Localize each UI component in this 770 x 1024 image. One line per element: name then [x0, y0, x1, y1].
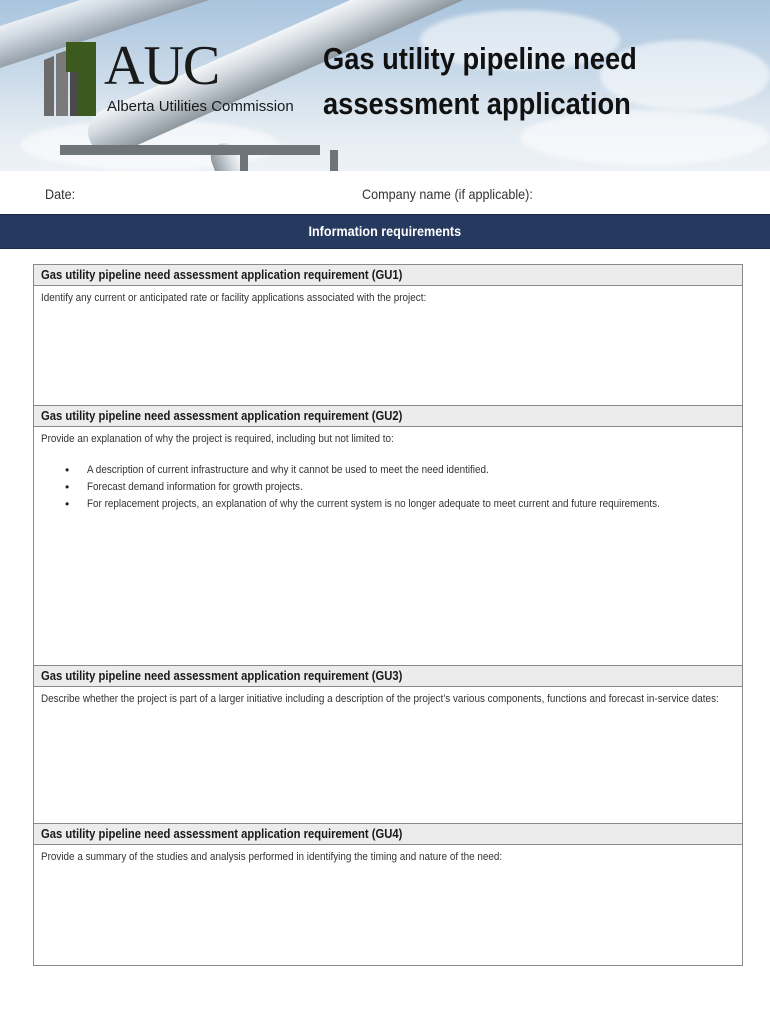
list-item	[65, 479, 735, 496]
requirement-heading-text: Gas utility pipeline need assessment application requirement (GU4)	[41, 827, 403, 841]
requirement-heading-text: Gas utility pipeline need assessment application requirement (GU3)	[41, 669, 403, 683]
list-item-text: For replacement projects, an explanation of why the current system is no longer adequate to meet current and future requirements.	[87, 498, 660, 510]
requirement-heading	[34, 824, 742, 845]
pipe-support	[60, 145, 320, 155]
auc-logo	[44, 35, 294, 122]
logo-full-name: Alberta Utilities Commission	[107, 98, 294, 115]
auc-logo-mark-icon	[44, 42, 96, 116]
section-heading-bar	[0, 214, 770, 249]
requirement-heading	[34, 265, 742, 286]
list-item-text: A description of current infrastructure and why it cannot be used to meet the need identified.	[87, 464, 489, 476]
pipe-support	[330, 150, 338, 171]
requirement-gu4	[34, 823, 742, 965]
requirement-description: Identify any current or anticipated rate or facility applications associated with the project:	[41, 292, 427, 304]
requirement-gu2	[34, 405, 742, 665]
header-banner	[0, 0, 770, 171]
requirement-response-area[interactable]	[34, 687, 742, 708]
date-label[interactable]: Date:	[45, 186, 76, 202]
requirement-heading	[34, 406, 742, 427]
company-name-label[interactable]: Company name (if applicable):	[362, 186, 533, 202]
document-title-line1: Gas utility pipeline need	[323, 41, 637, 76]
requirement-heading-text: Gas utility pipeline need assessment application requirement (GU1)	[41, 268, 403, 282]
requirement-gu1	[34, 265, 742, 405]
requirement-description: Provide a summary of the studies and analysis performed in identifying the timing and nature of the need:	[41, 851, 503, 863]
requirement-description: Describe whether the project is part of a larger initiative including a description of the project’s various components, functions and forecast in-service dates:	[41, 693, 719, 705]
list-item	[65, 496, 735, 513]
pipe-support	[240, 150, 248, 171]
requirement-heading-text: Gas utility pipeline need assessment application requirement (GU2)	[41, 409, 403, 423]
list-item	[65, 462, 735, 479]
requirement-bullet-list	[41, 462, 735, 513]
requirement-response-area[interactable]	[34, 845, 742, 866]
document-title-line2: assessment application	[323, 86, 631, 121]
requirement-heading	[34, 666, 742, 687]
list-item-text: Forecast demand information for growth projects.	[87, 481, 303, 493]
requirement-description: Provide an explanation of why the project is required, including but not limited to:	[41, 433, 394, 445]
section-title: Information requirements	[308, 223, 462, 239]
requirement-gu3	[34, 665, 742, 823]
requirement-response-area[interactable]	[34, 427, 742, 513]
document-title	[323, 36, 693, 126]
meta-row	[0, 186, 770, 208]
requirements-table	[33, 264, 743, 966]
requirement-response-area[interactable]	[34, 286, 742, 307]
logo-acronym: AUC	[104, 35, 220, 97]
